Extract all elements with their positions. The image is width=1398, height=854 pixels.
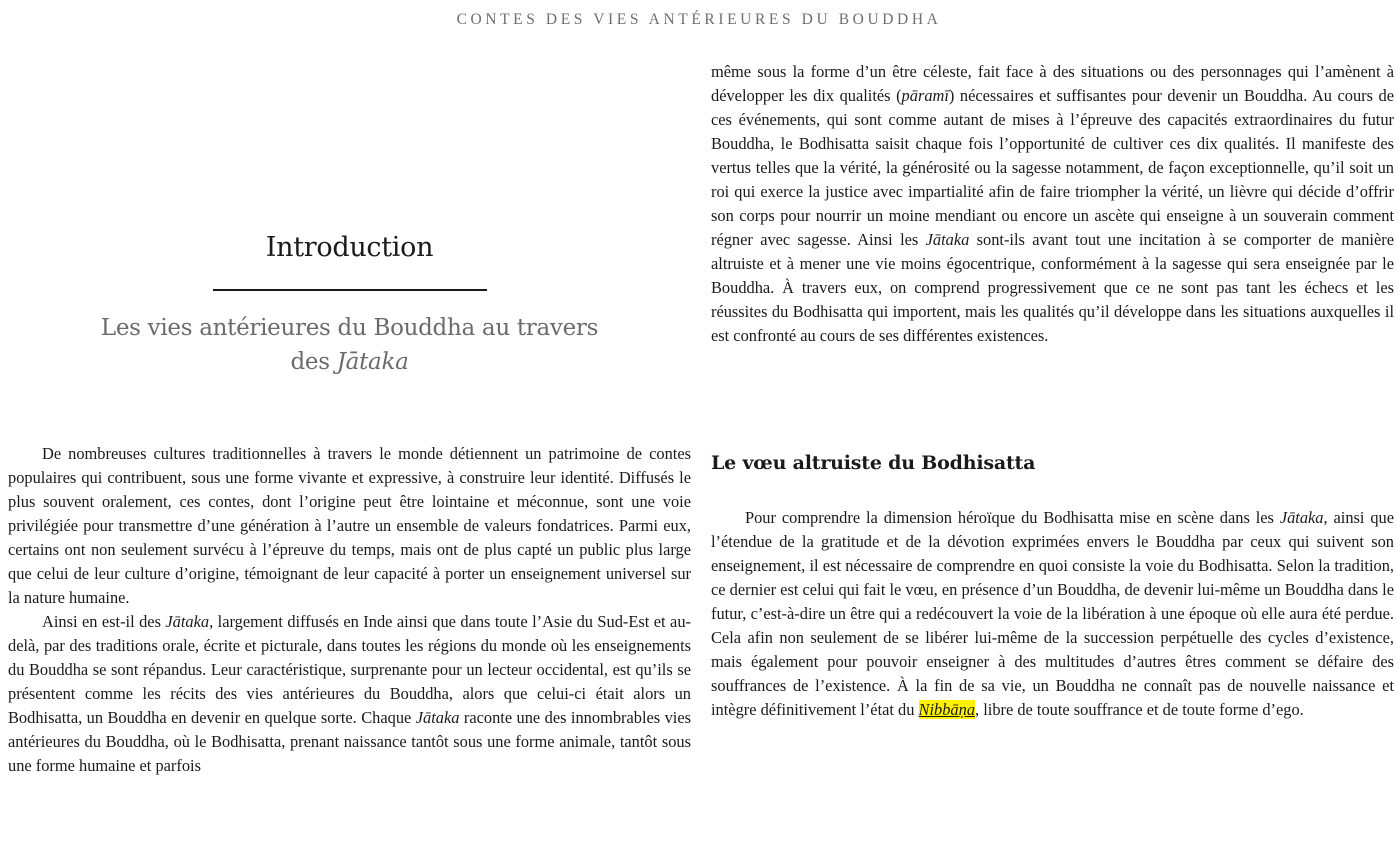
- chapter-subtitle: [8, 311, 691, 379]
- running-header: CONTES DES VIES ANTÉRIEURES DU BOUDDHA: [456, 11, 942, 28]
- subtitle-line-1: Les vies antérieures du Bouddha au travers: [100, 315, 599, 341]
- section-body: [711, 506, 1394, 722]
- chapter-title: Introduction: [265, 232, 434, 263]
- right-column-continuation: [711, 60, 1394, 348]
- section-heading: Le vœu altruiste du Bodhisatta: [711, 452, 1036, 474]
- subtitle-line-2-prefix: des: [290, 349, 337, 375]
- paragraph: même sous la forme d’un être céleste, fait face à des situations ou des personnages qui l’amènent à développer les dix qualités (pāramī) nécessaires et suffisantes pour devenir un Bouddha. Au cours de ces événements, qui sont comme autant de mises à l’épreuve des capacités extraordinaires du futur Bouddha, le Bodhisatta saisit chaque fois l’opportunité de cultiver ces dix qualités. Il manifeste des vertus telles que la vérité, la générosité ou la sagesse notamment, de façon exceptionnelle, qu’il soit un roi qui exerce la justice avec impartialité afin de faire triompher la vérité, un lièvre qui décide d’offrir son corps pour nourrir un moine mendiant ou encore un ascète qui enseigne à un souverain comment régner avec sagesse. Ainsi les Jātaka sont-ils avant tout une incitation à se comporter de manière altruiste et à mener une vie moins égocentrique, conformément à la sagesse qui sera enseignée par le Bouddha. À travers eux, on comprend progressivement que ce ne sont pas tant les échecs et les réussites du Bodhisatta qui importent, mais les qualités qu’il développe dans les situations auxquelles il est confronté au cours de ses différentes existences.: [711, 62, 1395, 345]
- title-divider: [213, 289, 487, 291]
- chapter-title-block: [8, 228, 691, 379]
- paragraph: Ainsi en est-il des Jātaka, largement diffusés en Inde ainsi que dans toute l’Asie du Sud-Est et au-delà, par des traditions orale, écrite et picturale, dans toutes les régions du monde où les enseignements du Bouddha se sont répandus. Leur caractéristique, surprenante pour un lecteur occidental, est qu’ils se présentent comme les récits des vies antérieures du Bouddha, alors que celui-ci était alors un Bodhisatta, un Bouddha en devenir en quelque sorte. Chaque Jātaka raconte une des innombrables vies antérieures du Bouddha, où le Bodhisatta, prenant naissance tantôt sous une forme animale, tantôt sous une forme humaine et parfois: [8, 612, 691, 775]
- left-column-body: [8, 442, 691, 778]
- highlighted-term[interactable]: Nibbāṇa: [918, 700, 976, 719]
- subtitle-jataka-term: Jātaka: [336, 349, 409, 375]
- paragraph: Pour comprendre la dimension héroïque du Bodhisatta mise en scène dans les Jātaka, ainsi que l’étendue de la gratitude et de la dévotion exprimées envers le Bouddha par ceux qui suivent son enseignement, il est nécessaire de comprendre en quoi consiste la voie du Bodhisatta. Selon la tradition, ce dernier est celui qui fait le vœu, en présence d’un Bouddha, de devenir lui-même un Bouddha dans le futur, c’est-à-dire un être qui a redécouvert la voie de la libération à une époque où elle aura été perdue. Cela afin non seulement de se libérer lui-même de la succession perpétuelle des cycles d’existence, mais également pour pouvoir enseigner à des multitudes d’autres êtres comment se défaire des souffrances de l’existence. À la fin de sa vie, un Bouddha ne connaît pas de nouvelle naissance et intègre définitivement l’état du Nibbāṇa, libre de toute souffrance et de toute forme d’ego.: [711, 508, 1394, 719]
- paragraph: De nombreuses cultures traditionnelles à travers le monde détiennent un patrimoine de contes populaires qui contribuent, sous une forme vivante et expressive, à construire leur identité. Diffusés le plus souvent oralement, ces contes, dont l’origine peut être lointaine et méconnue, sont une voie privilégiée pour transmettre d’une génération à l’autre un ensemble de valeurs fondatrices. Parmi eux, certains ont non seulement survécu à l’épreuve du temps, mais ont de plus capté un public plus large que celui de leur culture d’origine, témoignant de leur capacité à porter un enseignement universel sur la nature humaine.: [8, 444, 691, 607]
